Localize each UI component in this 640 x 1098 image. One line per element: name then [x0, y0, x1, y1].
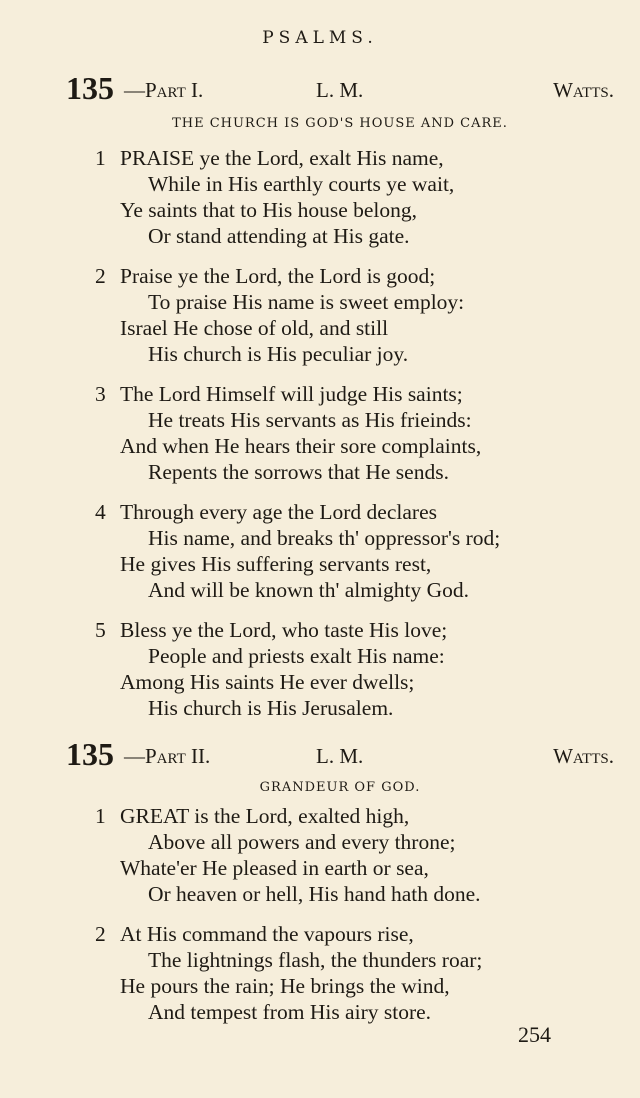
verse-line: His church is His Jerusalem.	[148, 696, 394, 720]
verse-line: He treats His servants as His frieinds:	[148, 408, 472, 432]
verse-number: 1	[95, 146, 106, 170]
verse-line: His name, and breaks th' oppressor's rod;	[148, 526, 501, 550]
verse-line: Bless ye the Lord, who taste His love;	[120, 618, 448, 642]
verse-line: His church is His peculiar joy.	[148, 342, 409, 366]
hymn-meter: L. M.	[316, 744, 364, 768]
verse-line: Among His saints He ever dwells;	[120, 670, 415, 694]
verse-line: Praise ye the Lord, the Lord is good;	[120, 264, 436, 288]
verse-line: He gives His suffering servants rest,	[120, 552, 432, 576]
hymn-subtitle: THE CHURCH IS GOD'S HOUSE AND CARE.	[172, 116, 508, 131]
hymn-heading-part-2	[66, 736, 614, 776]
hymn-meter: L. M.	[316, 78, 364, 102]
verse-line: And will be known th' almighty God.	[148, 578, 469, 602]
verse-line: And when He hears their sore complaints,	[120, 434, 482, 458]
hymn-author: Watts.	[553, 78, 614, 102]
verse-line: Repents the sorrows that He sends.	[148, 460, 449, 484]
verse-line: Or stand attending at His gate.	[148, 224, 410, 248]
verse-line: While in His earthly courts ye wait,	[148, 172, 455, 196]
verse-line: Through every age the Lord declares	[120, 500, 437, 524]
verse-line: He pours the rain; He brings the wind,	[120, 974, 450, 998]
verse-line: Or heaven or hell, His hand hath done.	[148, 882, 481, 906]
verse-number: 1	[95, 804, 106, 828]
hymn-part: —Part I.	[124, 78, 204, 102]
page-number: 254	[518, 1022, 551, 1047]
running-head: PSALMS.	[262, 28, 378, 48]
verse-line: Whate'er He pleased in earth or sea,	[120, 856, 429, 880]
verse-line: At His command the vapours rise,	[120, 922, 414, 946]
verse-line: GREAT is the Lord, exalted high,	[120, 804, 410, 828]
verse-number: 4	[95, 500, 106, 524]
verse-line: Above all powers and every throne;	[148, 830, 456, 854]
verse-line: To praise His name is sweet employ:	[148, 290, 465, 314]
hymn-number: 135	[66, 70, 114, 106]
verse-number: 5	[95, 618, 106, 642]
verse-line: PRAISE ye the Lord, exalt His name,	[120, 146, 444, 170]
verse-line: The lightnings flash, the thunders roar;	[148, 948, 483, 972]
verse-line: Ye saints that to His house belong,	[120, 198, 418, 222]
hymn-subtitle: GRANDEUR OF GOD.	[259, 780, 421, 795]
hymn-author: Watts.	[553, 744, 614, 768]
hymn-number: 135	[66, 736, 114, 772]
verse-number: 3	[95, 382, 106, 406]
hymn-part: —Part II.	[124, 744, 211, 768]
verse-line: The Lord Himself will judge His saints;	[120, 382, 463, 406]
verse-line: And tempest from His airy store.	[148, 1000, 432, 1024]
verse-line: People and priests exalt His name:	[148, 644, 445, 668]
hymn-heading-part-1	[66, 70, 614, 110]
verse-number: 2	[95, 264, 106, 288]
verse-line: Israel He chose of old, and still	[120, 316, 389, 340]
verse-number: 2	[95, 922, 106, 946]
